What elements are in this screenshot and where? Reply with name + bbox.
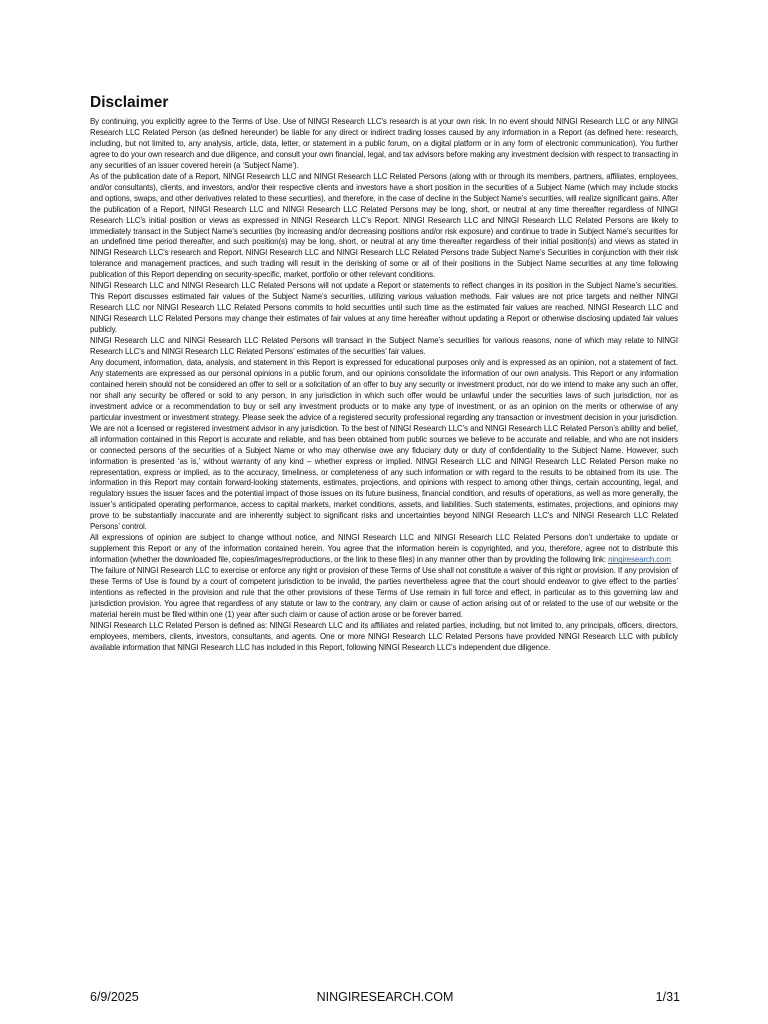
- paragraph-copyright-text: All expressions of opinion are subject to change without notice, and NINGI Research LLC and NINGI Research LLC Related Persons don’t undertake to update or supplement this Report or any of the information contained herein. You agree that the information herein is copyrighted, and you, therefore, agree not to distribute this information (whether the downloaded file, copies/images/reproductions, or the link to these files) in any manner other than by providing the following link:: [90, 533, 678, 565]
- paragraph-copyright: [90, 533, 678, 566]
- paragraph-positions: As of the publication date of a Report, NINGI Research LLC and NINGI Research LLC Related Persons (along with or through its members, partners, affiliates, employees, and/or consultants), clients, and investors, and/or their respective clients and investors have a short position in the securities of a Subject Name (which may include stocks and options, swaps, and other derivatives related to these securities), and therefore, in the case of decline in the Subject Name’s securities, will realize significant gains. After the publication of a Report, NINGI Research LLC and NINGI Research LLC Related Persons may be long, short, or neutral at any time thereafter regardless of NINGI Research LLC’s initial position or views as expressed in NINGI Research LLC’s Report. NINGI Research LLC and NINGI Research LLC Related Persons are likely to immediately transact in the Subject Name’s securities (by increasing and/or decreasing positions and/or risk exposure) and continue to trade in Subject Name’s securities for an undefined time period thereafter, and such position(s) may be long, short, or neutral at any time thereafter regardless of their initial position(s) and views as stated in NINGI Research LLC’s research and Report. NINGI Research LLC and NINGI Research LLC Related Persons trade Subject Name’s Securities in conjunction with their risk tolerance and management practices, and such trading will result in the derisking of some or all of their positions in the Subject Name securities at any time following publication of this Report depending on security-specific, market, portfolio or other relevant conditions.: [90, 171, 678, 280]
- paragraph-opinions: Any document, information, data, analysis, and statement in this Report is expressed for educational purposes only and is expressed as an opinion, not a statement of fact. Any statements are expressed as our personal opinions in a public forum, and our opinions consolidate the information of our own analysis. This Report or any information contained herein should not be considered an offer to sell or a solicitation of an offer to buy any security or investment product, nor do we intend to make any such an offer, nor shall any security be offered or sold to any person, in any jurisdiction in which such offer would be unlawful under the securities laws of such jurisdiction, nor as investment advice or a recommendation to buy or sell any investment products or to make any type of investment, or as an opinion on the merits or otherwise of any particular investment or investment strategy. Please seek the advice of a registered security professional regarding any transaction or investment decision in your jurisdiction. We are not a licensed or registered investment advisor in any jurisdiction. To the best of NINGI Research LLC’s and NINGI Research LLC Related Person’s ability and belief, all information contained in this Report is accurate and reliable, and has been obtained from public sources we believe to be accurate and reliable, and who are not insiders or connected persons of the securities of a Subject Name or who may otherwise owe any fiduciary duty or duty of confidentiality to the Subject Name. However, such information is presented ‘as is,’ without warranty of any kind – whether express or implied. NINGI Research LLC and NINGI Research LLC Related Person make no representation, express or implied, as to the accuracy, timeliness, or completeness of any such information or with regard to the results to be obtained from its use. The information in this Report may contain forward-looking statements, estimates, projections, and opinions with respect to among other things, certain accounting, legal, and regulatory issues the issuer faces and the potential impact of those issues on its future business, financial condition, and results of operations, as well as more generally, the issuer’s anticipated operating performance, access to capital markets, market conditions, assets, and liabilities. Such statements, estimates, projections, and opinions may prove to be substantially inaccurate and are inherently subject to significant risks and uncertainties beyond NINGI Research LLC’s and NINGI Research LLC Related Persons’ control.: [90, 357, 678, 532]
- document-body: [90, 94, 678, 654]
- page-footer: [90, 990, 680, 1006]
- paragraph-waiver: The failure of NINGI Research LLC to exercise or enforce any right or provision of these Terms of Use shall not constitute a waiver of this right or provision. If any provision of these Terms of Use is found by a court of competent jurisdiction to be invalid, the parties nevertheless agree that the court should endeavor to give effect to the parties’ intentions as reflected in the provision and rule that the other provisions of these Terms of Use remain in full force and effect, in particular as to this governing law and jurisdiction provision. You agree that regardless of any statute or law to the contrary, any claim or cause of action arising out of or related to the use of our website or the material herein must be filed within one (1) year after such claim or cause of action arose or be forever barred.: [90, 566, 678, 619]
- ningiresearch-link[interactable]: ningiresearch.com: [608, 555, 671, 565]
- paragraph-related-person: NINGI Research LLC Related Person is defined as: NINGI Research LLC and its affiliates and related parties, including, but not limited to, any principals, officers, directors, employees, members, clients, investors, consultants, and agents. One or more NINGI Research LLC Related Persons have provided NINGI Research LLC with publicly available information that NINGI Research LLC has included in this Report, following NINGI Research LLC’s independent due diligence.: [90, 620, 678, 652]
- paragraph-transactions: NINGI Research LLC and NINGI Research LLC Related Persons will transact in the Subject Name’s securities for various reasons, none of which may relate to NINGI Research LLC’s and NINGI Research LLC Related Persons’ estimates of the securities’ fair values.: [90, 336, 678, 357]
- footer-date: 6/9/2025: [90, 990, 139, 1004]
- paragraph-fair-values: NINGI Research LLC and NINGI Research LLC Related Persons will not update a Report or statements to reflect changes in its position in the Subject Name’s securities. This Report discusses estimated fair values of the Subject Name’s securities, utilizing various valuation methods. Fair values are not price targets and neither NINGI Research LLC nor NINGI Research LLC Related Persons commits to hold securities until such time as the estimated fair values are reached. NINGI Research LLC and NINGI Research LLC Related Persons may change their estimates of fair values at any time hereafter without updating a Report or otherwise disclosing updated fair values publicly.: [90, 281, 678, 335]
- page-title: Disclaimer: [90, 94, 169, 111]
- footer-page-number: 1/31: [655, 990, 680, 1004]
- paragraph-terms-of-use: By continuing, you explicitly agree to the Terms of Use. Use of NINGI Research LLC’s research is at your own risk. In no event should NINGI Research LLC or any NINGI Research LLC Related Person (as defined hereunder) be liable for any direct or indirect trading losses caused by any information in a Report (as defined here: research, including, but not limited to, any analysis, article, data, letter, or statement in a public forum, on a digital platform or in any form of electronic communication). You further agree to do your own research and due diligence, and consult your own financial, legal, and tax advisors before making any investment decision with respect to transacting in any securities of an issuer covered herein (a ‘Subject Name’).: [90, 117, 678, 170]
- footer-site: NINGIRESEARCH.COM: [316, 990, 454, 1004]
